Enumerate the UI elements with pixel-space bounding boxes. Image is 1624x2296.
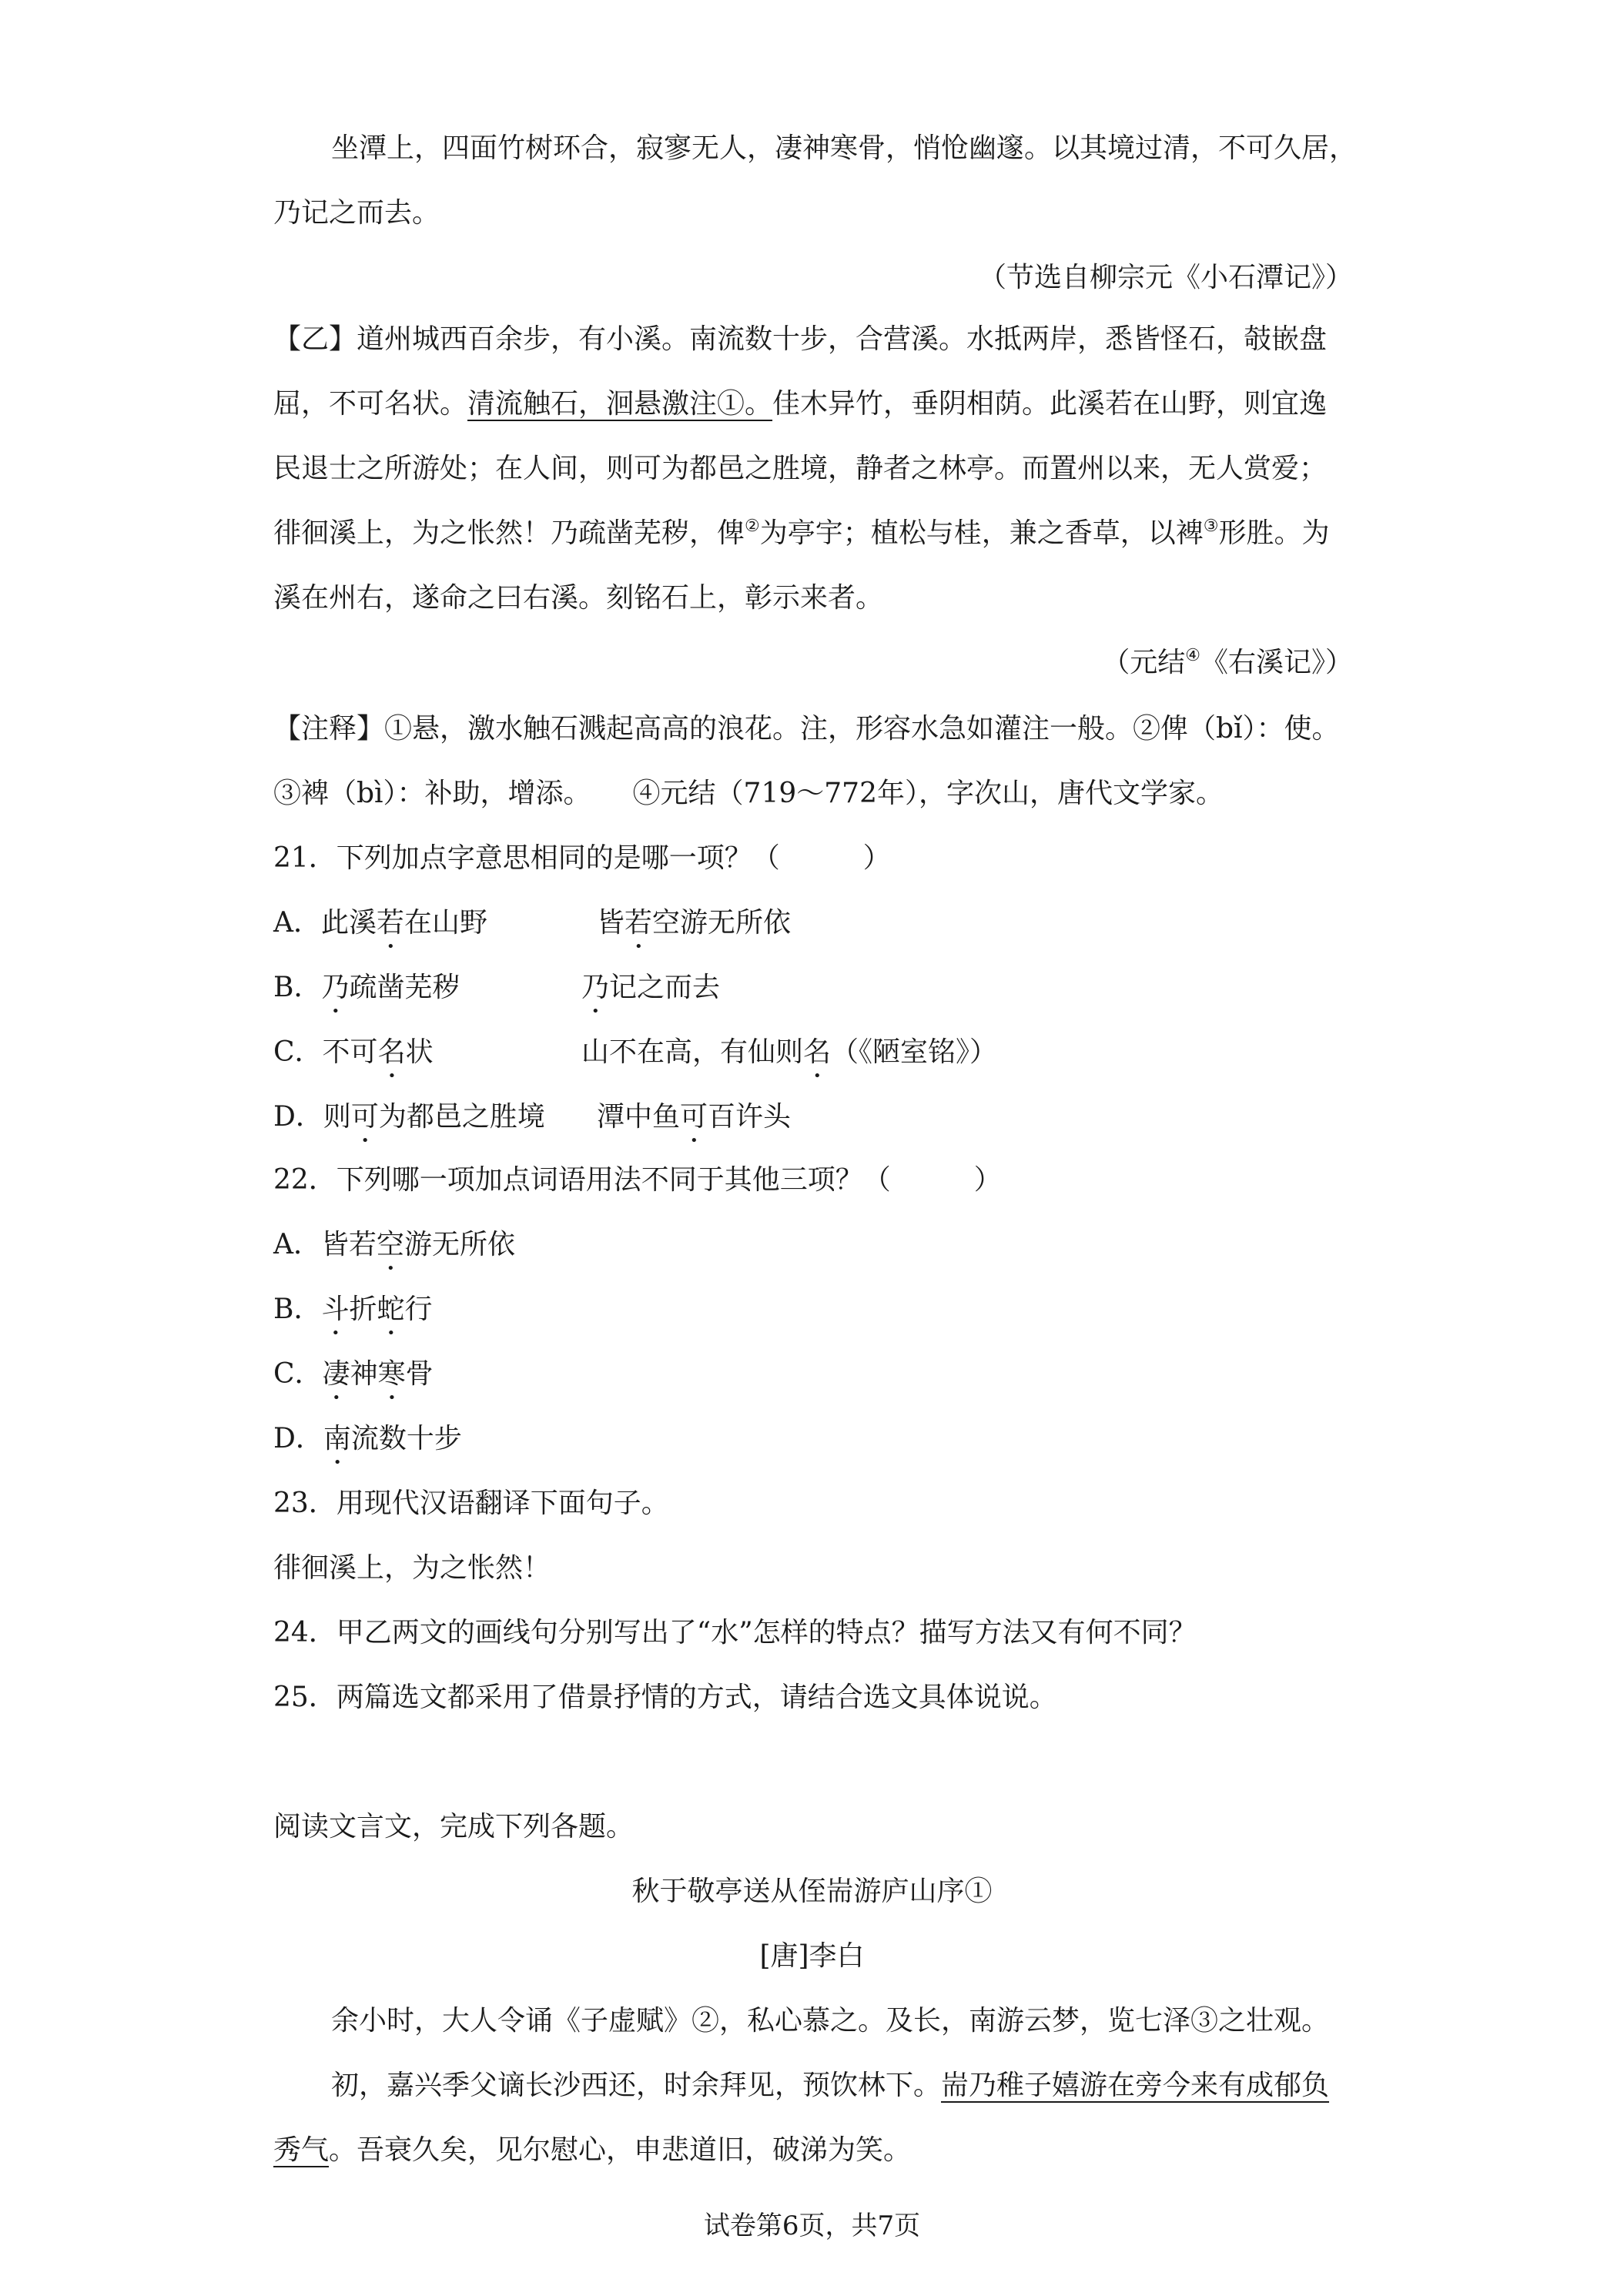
dotted-char: 斗 xyxy=(321,1294,350,1325)
passage-line xyxy=(273,2131,911,2170)
dotted-char: 若 xyxy=(377,907,405,939)
note-marker: ④ xyxy=(1185,646,1200,665)
option-label: A． xyxy=(273,1229,321,1260)
dotted-char: 名 xyxy=(803,1036,832,1068)
dotted-char: 乃 xyxy=(321,972,350,1003)
page-footer: 试卷第6页，共7页 xyxy=(703,2211,921,2241)
option-label: A． xyxy=(273,907,321,939)
text-segment: 皆 xyxy=(597,907,625,939)
question-23-sentence: 徘徊溪上，为之怅然！ xyxy=(273,1552,551,1584)
text-segment: 状 xyxy=(405,1036,434,1068)
text-segment: 则 xyxy=(323,1101,351,1133)
text-segment: 骨 xyxy=(405,1358,434,1390)
passage-line: 余小时，大人令诵《子虚赋》②，私心慕之。及长，南游云梦，览七泽③之壮观。 xyxy=(331,2005,1330,2037)
passage-jia-line: 坐潭上，四面竹树环合，寂寥无人，凄神寒骨，悄怆幽邃。以其境过清，不可久居， xyxy=(331,132,1358,164)
question-22-stem: 22．下列哪一项加点词语用法不同于其他三项？（ ） xyxy=(273,1164,1002,1196)
text-segment: 折 xyxy=(349,1294,377,1325)
dotted-char: 寒 xyxy=(377,1358,406,1390)
passage-yi-line: 溪在州右，遂命之曰右溪。刻铭石上，彰示来者。 xyxy=(273,582,884,614)
question-22-option-b[interactable] xyxy=(273,1290,433,1341)
passage-jia-source: （节选自柳宗元《小石潭记》） xyxy=(978,262,1353,293)
question-23-stem: 23．用现代汉语翻译下面句子。 xyxy=(273,1488,669,1519)
text-segment: （元结 xyxy=(1102,647,1186,678)
text-segment: 徘徊溪上，为之怅然！乃疏凿芜秽，俾 xyxy=(273,517,745,549)
text-segment: 佳木异竹，垂阴相荫。此溪若在山野，则宜逸 xyxy=(772,388,1328,420)
dotted-char: 蛇 xyxy=(377,1294,405,1325)
text-segment: （《陋室铭》） xyxy=(831,1036,998,1068)
option-label: B． xyxy=(273,1294,322,1325)
dotted-char: 若 xyxy=(624,907,653,939)
text-segment: 潭中鱼 xyxy=(597,1101,681,1133)
text-segment: 皆若 xyxy=(321,1229,377,1260)
text-segment: 屈，不可名状。 xyxy=(273,388,468,420)
question-22-option-d[interactable] xyxy=(273,1420,462,1471)
passage-yi-line xyxy=(273,514,1330,553)
option-label: B． xyxy=(273,972,322,1003)
text-segment: 行 xyxy=(404,1294,433,1325)
option-label: D． xyxy=(273,1101,323,1133)
text-segment: 空游无所依 xyxy=(652,907,792,939)
question-21-stem: 21．下列加点字意思相同的是哪一项？（ ） xyxy=(273,842,891,874)
text-segment: 记之而去 xyxy=(609,972,721,1003)
text-segment: 不可 xyxy=(322,1036,378,1068)
question-21-option-b[interactable] xyxy=(273,969,721,1019)
question-21-option-d[interactable] xyxy=(273,1098,792,1149)
text-segment: 此溪 xyxy=(321,907,377,939)
question-22-option-a[interactable] xyxy=(273,1226,515,1277)
notes-line: ③裨（bì）：补助，增添。 ④元结（719～772年），字次山，唐代文学家。 xyxy=(273,778,1224,809)
dotted-char: 凄 xyxy=(322,1358,350,1390)
passage-yi-source xyxy=(1102,644,1353,682)
text-segment: 为都邑之胜境 xyxy=(378,1101,545,1133)
question-22-option-c[interactable] xyxy=(273,1355,434,1406)
text-segment: 《右溪记》） xyxy=(1200,647,1353,678)
dotted-char: 空 xyxy=(377,1229,405,1260)
question-24-stem: 24．甲乙两文的画线句分别写出了“水”怎样的特点？描写方法又有何不同？ xyxy=(273,1617,1197,1648)
text-segment: 形胜。为 xyxy=(1218,517,1330,549)
poem-title: 秋于敬亭送从侄耑游庐山序① xyxy=(631,1876,993,1907)
passage-yi-line: 【乙】道州城西百余步，有小溪。南流数十步，合营溪。水抵两岸，悉皆怪石，攲嵌盘 xyxy=(273,323,1328,355)
text-segment: 山不在高，有仙则 xyxy=(581,1036,804,1068)
dotted-char: 名 xyxy=(377,1036,406,1068)
text-segment: 在山野 xyxy=(404,907,488,939)
option-label: C． xyxy=(273,1358,323,1390)
question-21-option-a[interactable] xyxy=(273,904,792,955)
passage-yi-line: 民退士之所游处；在人间，则可为都邑之胜境，静者之林亭。而置州以来，无人赏爱； xyxy=(273,453,1328,484)
note-marker: ③ xyxy=(1203,517,1219,536)
underlined-sentence: 清流触石，洄悬激注①。 xyxy=(467,388,773,420)
question-25-stem: 25．两篇选文都采用了借景抒情的方式，请结合选文具体说说。 xyxy=(273,1682,1057,1713)
poem-author: [唐]李白 xyxy=(759,1940,865,1972)
underlined-sentence: 耑乃稚子嬉游在旁今来有成郁负 xyxy=(941,2070,1330,2101)
dotted-char: 乃 xyxy=(581,972,610,1003)
dotted-char: 可 xyxy=(350,1101,379,1133)
text-segment: 。吾衰久矣，见尔慰心，申悲道旧，破涕为笑。 xyxy=(329,2134,912,2166)
passage-yi-line xyxy=(273,385,1327,423)
text-segment: 百许头 xyxy=(708,1101,792,1133)
text-segment: 游无所依 xyxy=(404,1229,516,1260)
passage-line xyxy=(331,2067,1329,2105)
underlined-sentence: 秀气 xyxy=(273,2134,330,2166)
option-label: C． xyxy=(273,1036,323,1068)
dotted-char: 可 xyxy=(680,1101,708,1133)
question-21-option-c[interactable] xyxy=(273,1033,998,1084)
text-segment: 神 xyxy=(350,1358,378,1390)
dotted-char: 南 xyxy=(323,1423,351,1454)
notes-line: 【注释】①悬，激水触石溅起高高的浪花。注，形容水急如灌注一般。②俾（bǐ）：使。 xyxy=(273,713,1340,745)
text-segment: 初，嘉兴季父谪长沙西还，时余拜见，预饮林下。 xyxy=(331,2070,942,2101)
note-marker: ② xyxy=(745,517,760,536)
passage-jia-line: 乃记之而去。 xyxy=(273,197,440,229)
option-label: D． xyxy=(273,1423,323,1454)
section-intro: 阅读文言文，完成下列各题。 xyxy=(273,1811,635,1842)
text-segment: 流数十步 xyxy=(350,1423,462,1454)
text-segment: 为亭宇；植松与桂，兼之香草，以裨 xyxy=(759,517,1204,549)
text-segment: 疏凿芜秽 xyxy=(349,972,460,1003)
